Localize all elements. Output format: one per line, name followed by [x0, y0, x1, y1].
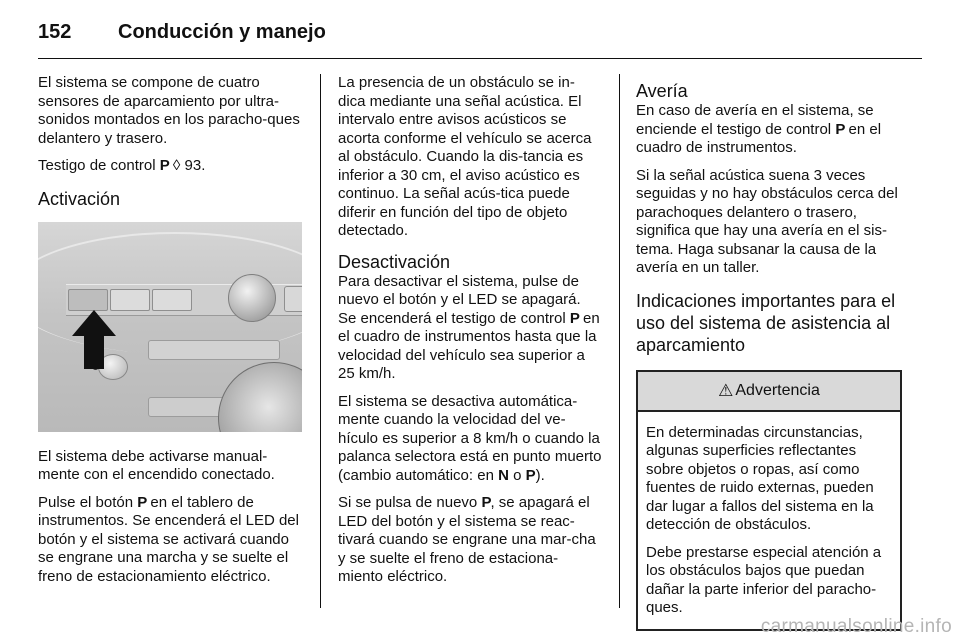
warning-header	[638, 372, 900, 412]
warning-paragraph-1: En determinadas circunstancias, algunas superficies reflectantes sobre objetos o ropas, así como fuentes de ruido externas, pueden dar lugar a fallos del sistema en la detección de obstáculos.	[646, 423, 874, 533]
header-divider	[38, 58, 922, 59]
page-header	[38, 14, 326, 50]
column-divider-1	[320, 74, 321, 608]
button-paragraph: Pulse el botón P en el tablero de instrumentos. Se encenderá el LED del botón y el sistema se activará cuando se engrane una marcha y se suelte el freno de estacionamiento eléctrico.	[38, 493, 299, 585]
parking-assist-icon: P	[159, 157, 169, 174]
pointer-arrow-icon	[72, 310, 116, 336]
parking-button-image	[68, 289, 108, 311]
column-middle	[338, 74, 602, 596]
warning-title: Advertencia	[735, 381, 820, 399]
column-left	[38, 74, 302, 595]
fault-signal-paragraph: Si la señal acústica suena 3 veces seguidas y no hay obstáculos cerca del parachoques delantero o trasero, significa que hay una avería en el sis-tema. Haga subsanar la causa de la avería en un taller.	[636, 166, 898, 276]
deactivation-paragraph: Para desactivar el sistema, pulse de nuevo el botón y el LED se apagará. Se encenderá el testigo de control P en el cuadro de instrumentos hasta que la velocidad del vehículo sea superior a 25 km/h.	[338, 272, 600, 382]
watermark: carmanualsonline.info	[760, 616, 952, 637]
chapter-title: Conducción y manejo	[118, 20, 326, 43]
auto-deactivation-paragraph: El sistema se desactiva automática-mente cuando la velocidad del ve-hículo es superior a 8 km/h o cuando la palanca selectora está en punto muerto (cambio automático: en N o P).	[338, 392, 602, 484]
warning-paragraph-2: Debe prestarse especial atención a los obstáculos bajos que puedan dañar la parte inferior del paracho-ques.	[646, 543, 882, 616]
section-heading-averia: Avería	[636, 81, 688, 101]
section-heading-desactivacion: Desactivación	[338, 251, 451, 272]
parking-assist-icon: P	[137, 493, 147, 511]
parking-assist-icon: P	[835, 120, 845, 138]
section-heading-activacion: Activación	[38, 188, 121, 209]
warning-box	[636, 370, 902, 631]
intro-paragraph: El sistema se compone de cuatro sensores de aparcamiento por ultra-sonidos montados en los paracho-ques delantero y trasero.	[38, 74, 300, 147]
warning-triangle-icon: ⚠	[718, 380, 734, 400]
column-right	[636, 74, 902, 631]
fault-paragraph: En caso de avería en el sistema, se enciende el testigo de control P en el cuadro de instrumentos.	[636, 102, 882, 156]
page-reference: ◊ 93.	[168, 157, 206, 174]
column-divider-2	[619, 74, 620, 608]
activation-paragraph: El sistema debe activarse manual-mente con el encendido conectado.	[38, 447, 275, 483]
parking-assist-icon: P	[481, 494, 491, 511]
control-light-reference: Testigo de control P ◊ 93.	[38, 157, 206, 174]
dashboard-photo	[38, 222, 302, 432]
section-heading-indicaciones: Indicaciones importantes para el uso del sistema de asistencia al aparcamiento	[636, 290, 896, 355]
warning-body	[638, 412, 900, 629]
reactivation-paragraph: Si se pulsa de nuevo P, se apagará el LED del botón y el sistema se reac-tivará cuando se engrane una mar-cha y se suelte el freno de estaciona-miento eléctrico.	[338, 494, 596, 585]
acoustic-signal-paragraph: La presencia de un obstáculo se in-dica mediante una señal acústica. El intervalo entre avisos acústicos se acorta conforme el vehículo se acerca al obstáculo. Cuando la dis-tancia es inferior a 30 cm, el aviso acústico es continuo. La señal acús-tica puede diferir en función del tipo de objeto detectado.	[338, 74, 592, 239]
page-number: 152	[38, 20, 72, 43]
parking-assist-icon: P	[569, 309, 579, 327]
